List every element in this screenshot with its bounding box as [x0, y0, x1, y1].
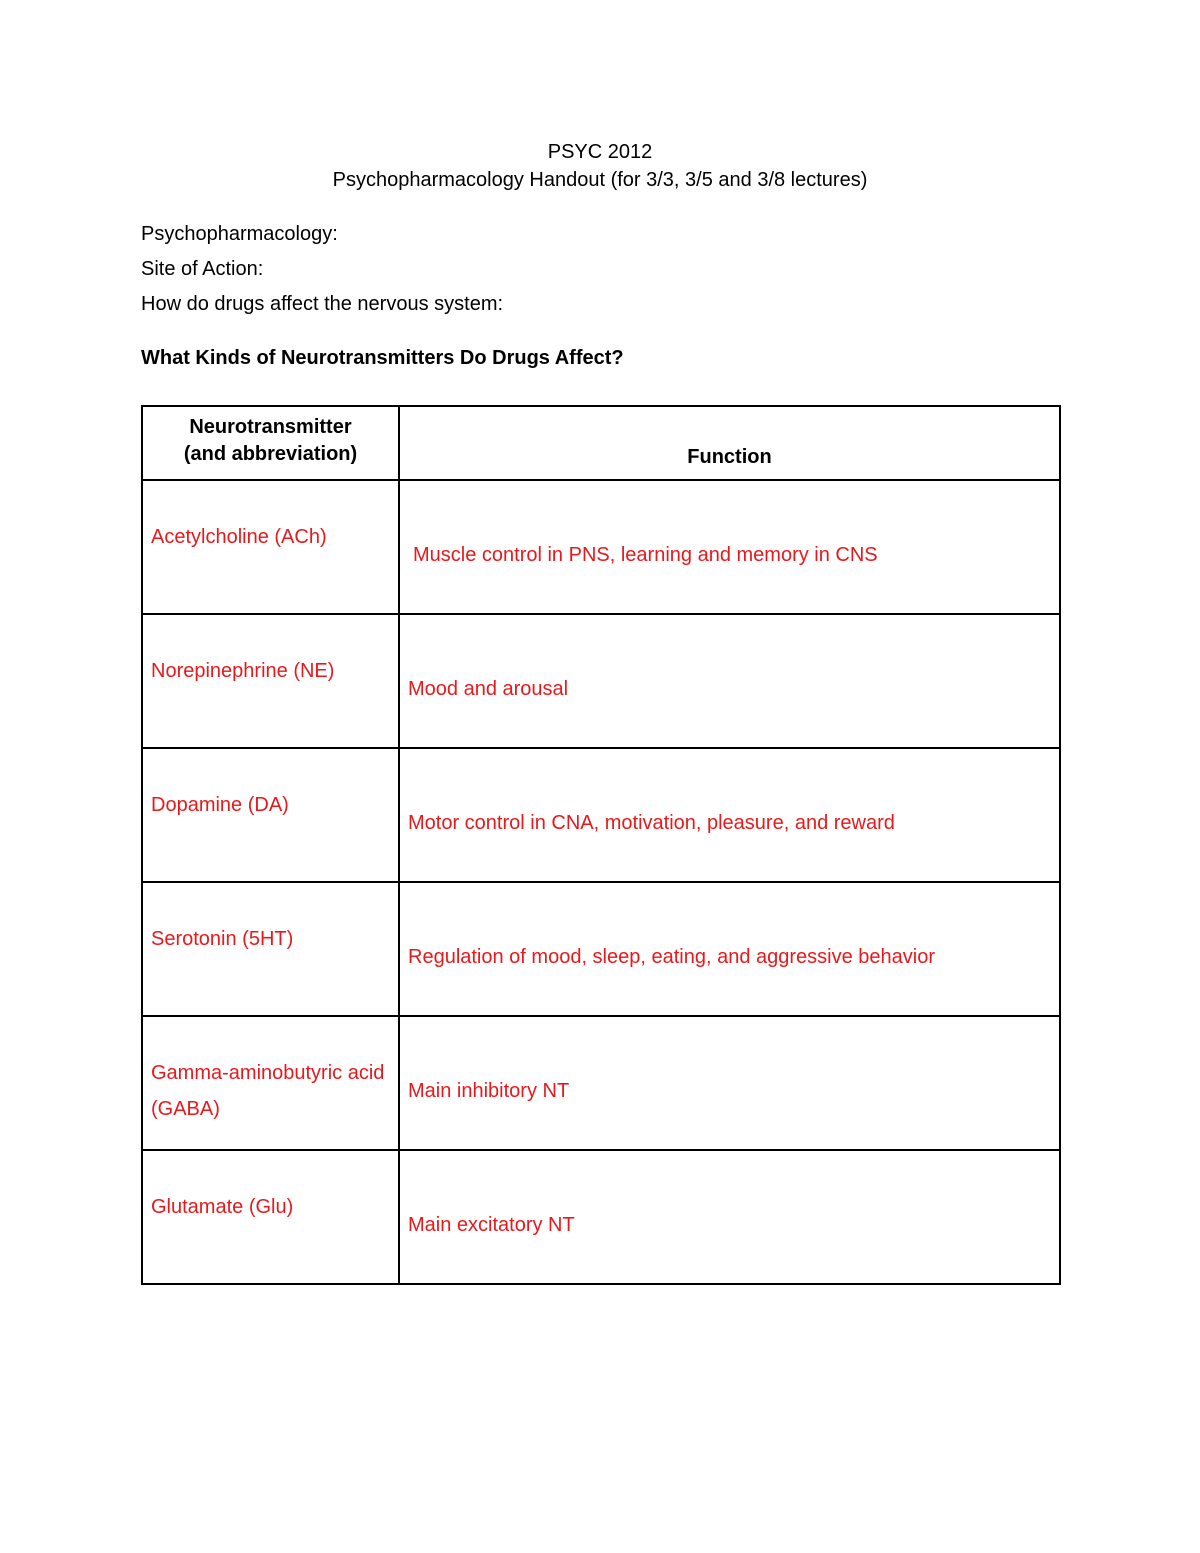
neurotransmitter-name: Acetylcholine (ACh): [142, 480, 399, 614]
function-text: Main inhibitory NT: [408, 1080, 570, 1102]
table-header-row: [142, 406, 1060, 480]
function-text: Main excitatory NT: [408, 1214, 575, 1236]
function-text: Regulation of mood, sleep, eating, and aggressive behavior: [408, 946, 936, 968]
function-text: Motor control in CNA, motivation, pleasure, and reward: [408, 812, 895, 834]
neurotransmitter-name: Dopamine (DA): [142, 748, 399, 882]
neurotransmitter-name: Gamma-aminobutyric acid (GABA): [142, 1016, 399, 1150]
neurotransmitter-function: [399, 1016, 1060, 1150]
section-heading: What Kinds of Neurotransmitters Do Drugs Affect?: [141, 347, 624, 369]
prompt-psychopharmacology: Psychopharmacology:: [141, 223, 338, 245]
course-code: PSYC 2012: [547, 141, 653, 163]
header-abbreviation-label: (and abbreviation): [183, 443, 358, 465]
neurotransmitter-function: [399, 614, 1060, 748]
table-row: [142, 1016, 1060, 1150]
function-text: Mood and arousal: [408, 678, 569, 700]
table-row: [142, 614, 1060, 748]
prompt-drug-effects: How do drugs affect the nervous system:: [141, 293, 504, 315]
neurotransmitter-name: Serotonin (5HT): [142, 882, 399, 1016]
neurotransmitter-table: [141, 405, 1061, 1285]
neurotransmitter-function: [399, 882, 1060, 1016]
neurotransmitter-function: [399, 1150, 1060, 1284]
table-row: [142, 882, 1060, 1016]
neurotransmitter-name: Norepinephrine (NE): [142, 614, 399, 748]
function-text: Muscle control in PNS, learning and memory in CNS: [413, 544, 878, 566]
neurotransmitter-function: [399, 748, 1060, 882]
neurotransmitter-function: [399, 480, 1060, 614]
header-function: Function: [399, 406, 1060, 480]
table-row: [142, 1150, 1060, 1284]
table-row: [142, 480, 1060, 614]
header-neurotransmitter: [142, 406, 399, 480]
table-row: [142, 748, 1060, 882]
handout-title: Psychopharmacology Handout (for 3/3, 3/5 and 3/8 lectures): [332, 169, 868, 191]
header-neurotransmitter-label: Neurotransmitter: [189, 416, 352, 438]
neurotransmitter-name: Glutamate (Glu): [142, 1150, 399, 1284]
prompt-site-of-action: Site of Action:: [141, 258, 264, 280]
